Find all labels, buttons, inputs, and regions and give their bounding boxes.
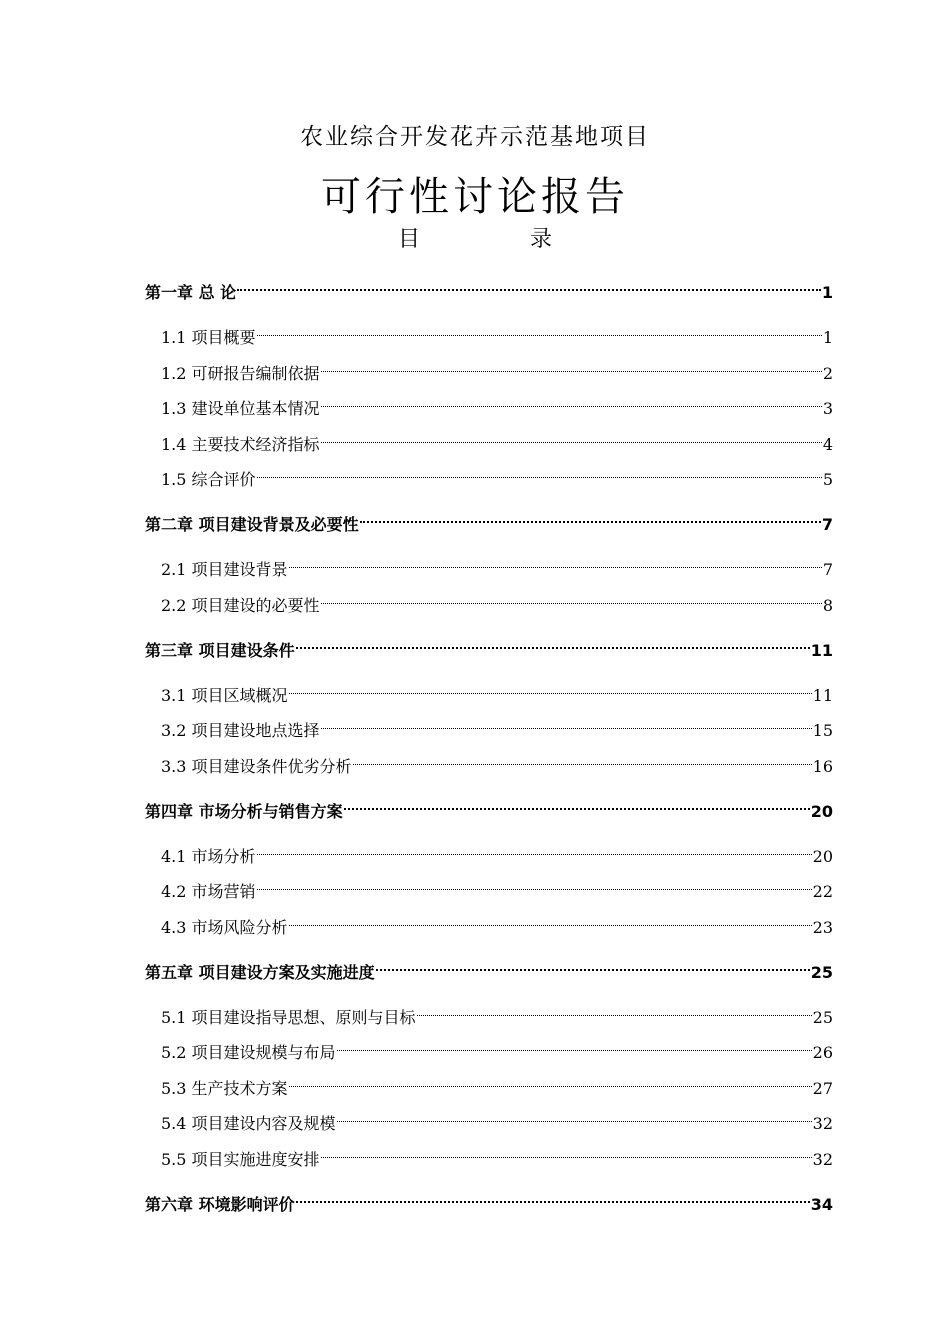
toc-chapter-entry[interactable] — [145, 791, 833, 821]
toc-dot-leader — [289, 549, 822, 575]
toc-page-number: 25 — [810, 963, 833, 982]
toc-entry-label: 5.2 项目建设规模与布局 — [161, 1043, 336, 1062]
toc-dot-leader — [296, 1184, 810, 1210]
toc-chapter-entry[interactable] — [145, 952, 833, 982]
toc-entry-label: 第一章 总 论 — [145, 283, 237, 302]
toc-dot-leader — [337, 1032, 812, 1058]
toc-page-number: 26 — [812, 1043, 833, 1062]
toc-dot-leader — [289, 907, 812, 933]
toc-dot-leader — [289, 1068, 812, 1094]
toc-page-number: 32 — [812, 1114, 833, 1133]
toc-dot-leader — [296, 630, 810, 656]
toc-page-number: 16 — [812, 757, 833, 776]
toc-entry-label: 5.5 项目实施进度安排 — [161, 1150, 320, 1169]
toc-page-number: 34 — [810, 1195, 833, 1214]
toc-section-entry[interactable] — [161, 1068, 833, 1098]
toc-entry-label: 4.3 市场风险分析 — [161, 918, 288, 937]
toc-section-entry[interactable] — [161, 871, 833, 901]
toc-dot-leader — [360, 504, 821, 530]
toc-page-number: 20 — [812, 847, 833, 866]
toc-page-number: 8 — [822, 596, 833, 615]
toc-section-entry[interactable] — [161, 1103, 833, 1133]
toc-entry-label: 2.2 项目建设的必要性 — [161, 596, 320, 615]
toc-dot-leader — [321, 388, 822, 414]
toc-page-number: 20 — [810, 802, 833, 821]
toc-entry-label: 第四章 市场分析与销售方案 — [145, 802, 343, 821]
document-title: 可行性讨论报告 — [321, 174, 629, 220]
toc-page-number: 23 — [812, 918, 833, 937]
toc-dot-leader — [321, 1139, 812, 1165]
toc-section-entry[interactable] — [161, 317, 833, 347]
toc-page-number: 7 — [822, 560, 833, 579]
toc-entry-label: 第五章 项目建设方案及实施进度 — [145, 963, 375, 982]
toc-entry-label: 第六章 环境影响评价 — [145, 1195, 295, 1214]
toc-dot-leader — [376, 952, 810, 978]
toc-dot-leader — [257, 836, 812, 862]
toc-page-number: 27 — [812, 1079, 833, 1098]
toc-dot-leader — [321, 424, 822, 450]
toc-page-number: 2 — [822, 364, 833, 383]
toc-section-entry[interactable] — [161, 746, 833, 776]
toc-page-number: 11 — [810, 641, 833, 660]
toc-entry-label: 3.1 项目区域概况 — [161, 686, 288, 705]
toc-section-entry[interactable] — [161, 388, 833, 418]
toc-entry-label: 2.1 项目建设背景 — [161, 560, 288, 579]
toc-dot-leader — [417, 997, 812, 1023]
toc-page-number: 22 — [812, 882, 833, 901]
toc-page-number: 7 — [821, 515, 833, 534]
toc-chapter-entry[interactable] — [145, 272, 833, 302]
toc-section-entry[interactable] — [161, 997, 833, 1027]
toc-entry-label: 1.3 建设单位基本情况 — [161, 399, 320, 418]
toc-dot-leader — [289, 675, 812, 701]
toc-section-entry[interactable] — [161, 836, 833, 866]
toc-chapter-entry[interactable] — [145, 630, 833, 660]
document-subtitle: 农业综合开发花卉示范基地项目 — [300, 124, 650, 150]
toc-entry-label: 4.1 市场分析 — [161, 847, 256, 866]
toc-section-entry[interactable] — [161, 907, 833, 937]
toc-section-entry[interactable] — [161, 585, 833, 615]
toc-entry-label: 1.4 主要技术经济指标 — [161, 435, 320, 454]
toc-entry-label: 1.1 项目概要 — [161, 328, 256, 347]
toc-page-number: 1 — [821, 283, 833, 302]
toc-entry-label: 3.3 项目建设条件优劣分析 — [161, 757, 352, 776]
toc-dot-leader — [321, 585, 822, 611]
toc-page-number: 1 — [822, 328, 833, 347]
toc-section-entry[interactable] — [161, 675, 833, 705]
toc-page-number: 5 — [822, 470, 833, 489]
toc-dot-leader — [257, 871, 812, 897]
toc-entry-label: 5.4 项目建设内容及规模 — [161, 1114, 336, 1133]
toc-chapter-entry[interactable] — [145, 1184, 833, 1214]
toc-dot-leader — [237, 272, 821, 298]
toc-dot-leader — [337, 1103, 812, 1129]
toc-section-entry[interactable] — [161, 710, 833, 740]
toc-page-number: 15 — [812, 721, 833, 740]
toc-dot-leader — [321, 710, 812, 736]
toc-dot-leader — [257, 459, 822, 485]
toc-dot-leader — [353, 746, 812, 772]
toc-page-number: 11 — [812, 686, 833, 705]
toc-entry-label: 第二章 项目建设背景及必要性 — [145, 515, 359, 534]
toc-dot-leader — [257, 317, 822, 343]
toc-entry-label: 4.2 市场营销 — [161, 882, 256, 901]
toc-chapter-entry[interactable] — [145, 504, 833, 534]
toc-section-entry[interactable] — [161, 1032, 833, 1062]
toc-section-entry[interactable] — [161, 549, 833, 579]
toc-entry-label: 5.3 生产技术方案 — [161, 1079, 288, 1098]
toc-section-entry[interactable] — [161, 1139, 833, 1169]
toc-entry-label: 3.2 项目建设地点选择 — [161, 721, 320, 740]
toc-page-number: 32 — [812, 1150, 833, 1169]
toc-entry-label: 第三章 项目建设条件 — [145, 641, 295, 660]
toc-page-number: 4 — [822, 435, 833, 454]
toc-section-entry[interactable] — [161, 424, 833, 454]
toc-entry-label: 1.2 可研报告编制依据 — [161, 364, 320, 383]
toc-dot-leader — [344, 791, 810, 817]
toc-section-entry[interactable] — [161, 459, 833, 489]
toc-entry-label: 1.5 综合评价 — [161, 470, 256, 489]
toc-section-entry[interactable] — [161, 353, 833, 383]
toc-entry-label: 5.1 项目建设指导思想、原则与目标 — [161, 1008, 416, 1027]
toc-page-number: 25 — [812, 1008, 833, 1027]
toc-page-number: 3 — [822, 399, 833, 418]
toc-dot-leader — [321, 353, 822, 379]
toc-heading: 目 录 — [397, 227, 596, 252]
